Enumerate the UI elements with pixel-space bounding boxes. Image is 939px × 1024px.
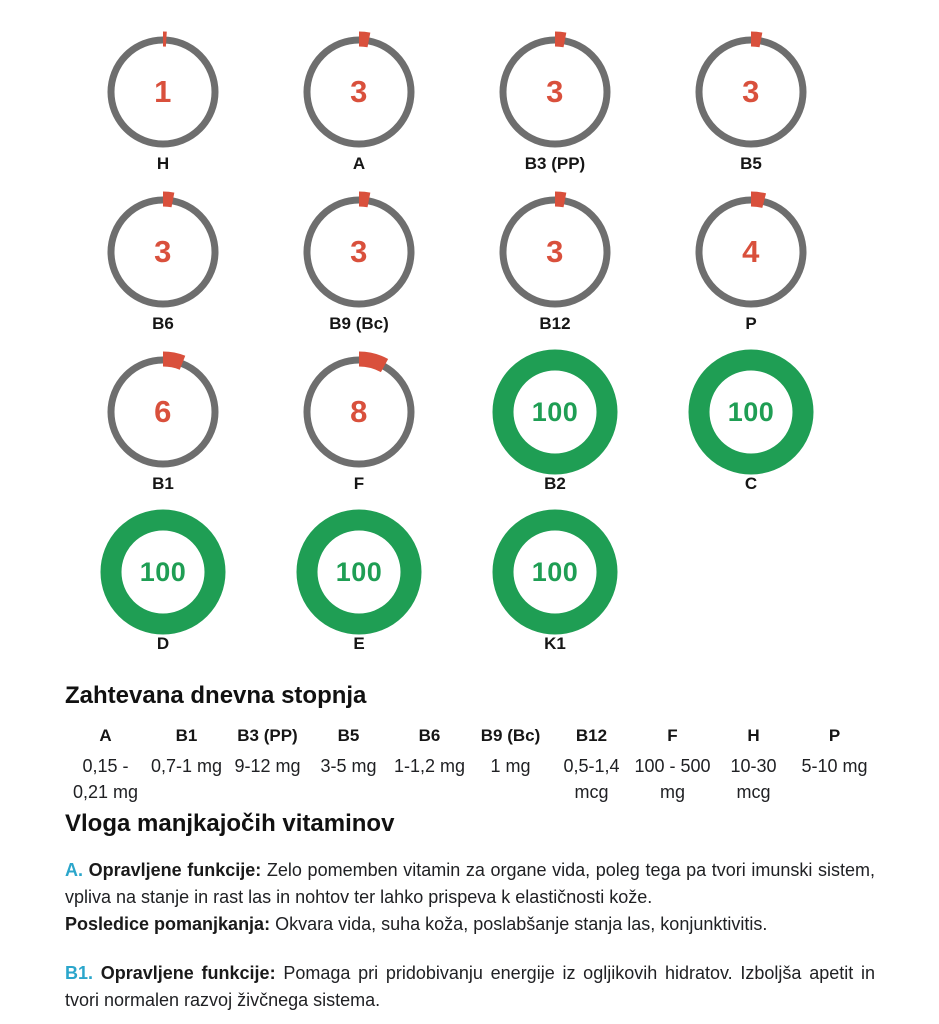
gauge-label: A: [352, 154, 366, 173]
req-header: H: [747, 726, 760, 745]
gauge-value: 3: [546, 74, 564, 109]
role-consequences-line: [65, 911, 875, 938]
gauge-label: B3 (PP): [524, 154, 586, 173]
req-value: 100 - 500 mg: [634, 756, 711, 802]
gauge-e: [261, 507, 457, 654]
req-col-b1: [146, 725, 227, 805]
roles-entries: [65, 857, 875, 1014]
req-value: 0,5-1,4 mcg: [563, 756, 620, 802]
req-header: B1: [175, 726, 198, 745]
gauge-label: C: [744, 474, 758, 493]
req-value: 5-10 mg: [801, 756, 868, 776]
vitamin-ref: A.: [65, 860, 83, 880]
consequences-label: Posledice pomanjkanja:: [65, 914, 271, 934]
req-col-a: [65, 725, 146, 805]
gauge-a: [261, 27, 457, 174]
role-functions-line: [65, 857, 875, 911]
req-value: 0,15 - 0,21 mg: [72, 756, 139, 802]
gauge-b5: [653, 27, 849, 174]
gauge-b1: [65, 347, 261, 494]
gauge-value: 100: [531, 556, 579, 587]
gauge-ring-b1-icon: [98, 347, 228, 477]
daily-requirements-title: Zahtevana dnevna stopnja: [65, 682, 367, 709]
req-header: B12: [575, 726, 608, 745]
gauge-label: F: [353, 474, 365, 493]
daily-requirements-section: [65, 681, 875, 805]
req-value: 1 mg: [490, 756, 531, 776]
gauge-label: D: [156, 634, 170, 653]
req-value: 9-12 mg: [234, 756, 301, 776]
gauge-b12: [457, 187, 653, 334]
gauge-value: 3: [154, 234, 172, 269]
functions-label: Opravljene funkcije:: [88, 860, 262, 880]
req-value: 0,7-1 mg: [150, 756, 223, 776]
gauge-label: B9 (Bc): [329, 314, 389, 333]
req-col-b12: [551, 725, 632, 805]
req-value: 1-1,2 mg: [393, 756, 466, 776]
gauge-label: H: [156, 154, 170, 173]
roles-section: [65, 809, 875, 1014]
gauge-b9-bc: [261, 187, 457, 334]
req-header: F: [667, 726, 678, 745]
gauge-ring-b6-icon: [98, 187, 228, 317]
gauge-ring-h-icon: [98, 27, 228, 157]
req-col-b6: [389, 725, 470, 805]
req-col-b3-pp: [227, 725, 308, 805]
vitamin-ref: B1.: [65, 963, 94, 983]
gauge-value: 6: [154, 394, 172, 429]
gauge-p: [653, 187, 849, 334]
gauge-value: 1: [154, 74, 172, 109]
gauge-ring-a-icon: [294, 27, 424, 157]
gauge-ring-b9-bc-icon: [294, 187, 424, 317]
req-header: B5: [337, 726, 360, 745]
req-header: A: [99, 726, 112, 745]
gauge-value: 100: [335, 556, 383, 587]
consequences-text: Okvara vida, suha koža, poslabšanje stanja las, konjunktivitis.: [275, 914, 768, 934]
roles-title: Vloga manjkajočih vitaminov: [65, 810, 395, 837]
role-functions-line: [65, 960, 875, 1014]
req-header: B6: [418, 726, 441, 745]
gauge-value: 100: [727, 396, 775, 427]
gauge-ring-d-icon: [98, 507, 228, 637]
gauge-value: 3: [742, 74, 760, 109]
gauge-label: K1: [544, 634, 566, 653]
gauge-grid: [65, 27, 849, 667]
gauge-d: [65, 507, 261, 654]
gauge-f: [261, 347, 457, 494]
gauge-ring-c-icon: [686, 347, 816, 477]
gauge-label: P: [745, 314, 757, 333]
gauge-value: 3: [350, 74, 368, 109]
gauge-label: E: [353, 634, 365, 653]
functions-text: Zelo pomemben vitamin za organe vida, poleg tega pa tvori imunski sistem, vpliva na stanje in rast las in nohtov ter lahko prispeva k elastičnosti kože.: [65, 860, 875, 907]
gauge-value: 3: [350, 234, 368, 269]
gauge-value: 100: [139, 556, 187, 587]
gauge-b3-pp: [457, 27, 653, 174]
gauge-label: B5: [740, 154, 762, 173]
gauge-ring-b12-icon: [490, 187, 620, 317]
req-col-p: [794, 725, 875, 805]
req-col-h: [713, 725, 794, 805]
req-value: 10-30 mcg: [730, 756, 777, 802]
functions-label: Opravljene funkcije:: [100, 963, 276, 983]
gauge-label: B12: [539, 314, 571, 333]
gauge-ring-e-icon: [294, 507, 424, 637]
daily-requirements-table: [65, 725, 875, 805]
req-col-f: [632, 725, 713, 805]
gauge-k1: [457, 507, 653, 654]
gauge-b2: [457, 347, 653, 494]
gauge-ring-p-icon: [686, 187, 816, 317]
req-header: P: [828, 726, 841, 745]
gauge-value: 3: [546, 234, 564, 269]
gauge-label: B1: [152, 474, 174, 493]
gauge-c: [653, 347, 849, 494]
gauge-h: [65, 27, 261, 174]
functions-text: Pomaga pri pridobivanju energije iz ogljikovih hidratov. Izboljša apetit in tvori normalen razvoj živčnega sistema.: [65, 963, 875, 1010]
gauge-ring-b5-icon: [686, 27, 816, 157]
gauge-ring-k1-icon: [490, 507, 620, 637]
req-value: 3-5 mg: [320, 756, 377, 776]
gauge-ring-b3-pp-icon: [490, 27, 620, 157]
req-col-b9-bc: [470, 725, 551, 805]
req-col-b5: [308, 725, 389, 805]
gauge-label: B6: [152, 314, 174, 333]
gauge-b6: [65, 187, 261, 334]
role-entry-b1: [65, 960, 875, 1014]
gauge-label: B2: [544, 474, 566, 493]
gauge-value: 4: [742, 234, 760, 269]
gauge-ring-b2-icon: [490, 347, 620, 477]
gauge-value: 8: [350, 394, 368, 429]
req-header: B9 (Bc): [480, 726, 541, 745]
gauge-ring-f-icon: [294, 347, 424, 477]
role-entry-a: [65, 857, 875, 938]
gauge-value: 100: [531, 396, 579, 427]
req-header: B3 (PP): [237, 726, 298, 745]
